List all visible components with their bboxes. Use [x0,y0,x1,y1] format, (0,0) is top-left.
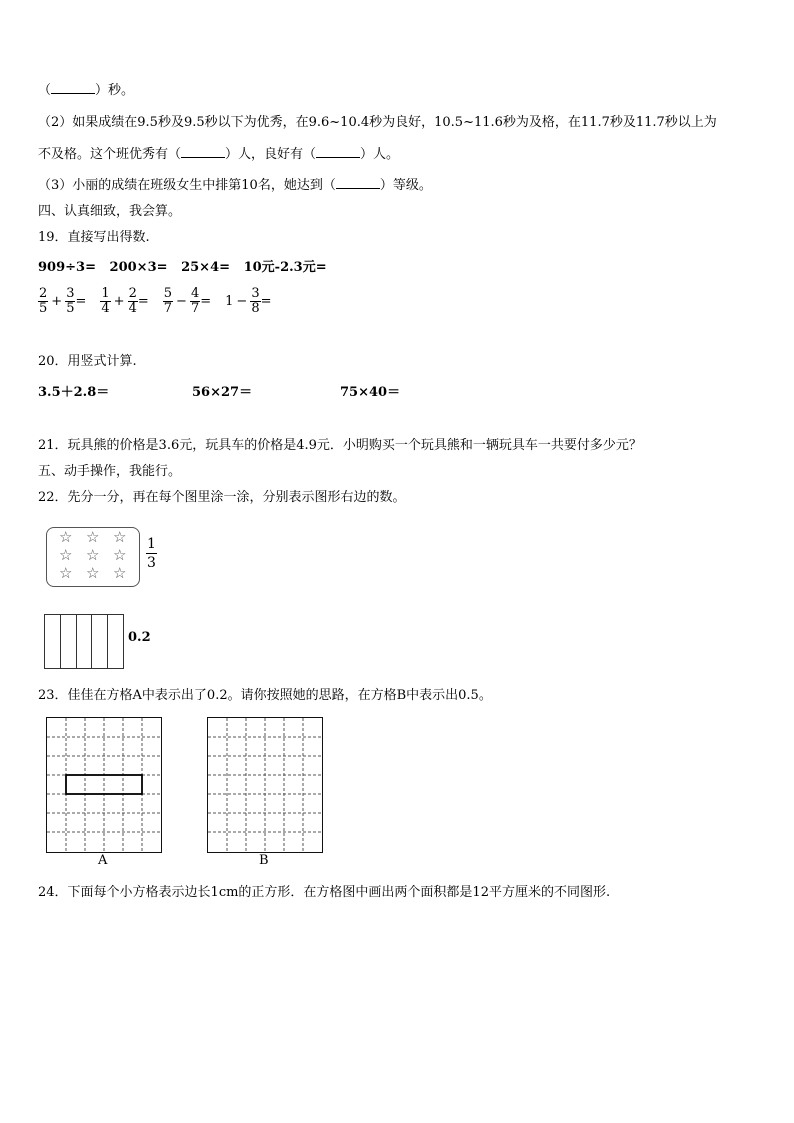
grid-a [46,717,162,853]
q18-line-a: （ ）秒。 [38,83,135,98]
section-five-title: 五、动手操作，我能行。 [38,464,182,479]
grid-b-lines [208,718,322,852]
grid-a-label: A [98,853,108,868]
fraction-expression-1: $\frac{2}{5}$ + $\frac{3}{5}$ = [39,286,87,316]
answer-blank[interactable] [51,81,95,94]
star-icon: ☆ [86,546,100,564]
star-icon: ☆ [113,546,127,564]
q20-item-1: 3.5＋2.8＝ [38,385,110,400]
star-icon: ☆ [59,528,73,546]
q20-title: 20．用竖式计算. [38,354,137,369]
column-cell[interactable] [61,615,77,668]
q19-fraction-row [38,287,272,316]
fraction-expression-4: 1 − $\frac{3}{8}$ = [225,286,272,316]
column-cell[interactable] [45,615,61,668]
answer-blank[interactable] [181,145,225,158]
decimal-label: 0.2 [128,630,151,645]
grid-b[interactable] [207,717,323,853]
q21-text: 21．玩具熊的价格是3.6元，玩具车的价格是4.9元．小明购买一个玩具熊和一辆玩具车一共要付多少元？ [38,438,642,453]
column-cell[interactable] [92,615,108,668]
column-cell[interactable] [108,615,123,668]
star-icon: ☆ [113,528,127,546]
q20-item-2: 56×27＝ [192,385,253,400]
fraction-one-third: $\frac{1}{3}$ [147,536,156,571]
q23-text: 23．佳佳在方格A中表示出了0.2。请你按照她的思路，在方格B中表示出0.5。 [38,688,492,703]
star-icon: ☆ [59,564,73,582]
fraction-expression-2: $\frac{1}{4}$ + $\frac{2}{4}$ = [101,286,149,316]
q22-text: 22．先分一分，再在每个图里涂一涂，分别表示图形右边的数。 [38,490,406,505]
star-icon: ☆ [59,546,73,564]
q18-line-c: 不及格。这个班优秀有（ ）人，良好有（ ）人。 [38,147,400,162]
q19-title: 19．直接写出得数. [38,230,150,245]
q18-line-b: （2）如果成绩在9.5秒及9.5秒以下为优秀，在9.6~10.4秒为良好，10.5~11.6秒为及格，在11.7秒及11.7秒以上为 [38,115,717,130]
grid-a-lines [47,718,161,852]
star-group-figure[interactable] [46,527,140,587]
star-icon: ☆ [86,528,100,546]
q19-row-1: 909÷3= 200×3= 25×4= 10元-2.3元= [38,260,327,275]
q20-item-3: 75×40＝ [340,385,401,400]
q24-text: 24．下面每个小方格表示边长1cm的正方形．在方格图中画出两个面积都是12平方厘米的不同图形. [38,885,611,900]
fraction-expression-3: $\frac{5}{7}$ − $\frac{4}{7}$ = [163,286,212,316]
column-cell[interactable] [77,615,93,668]
star-icon: ☆ [86,564,100,582]
answer-blank[interactable] [336,176,380,189]
q18-line-d: （3）小丽的成绩在班级女生中排第10名，她达到（ ）等级。 [38,178,432,193]
section-four-title: 四、认真细致，我会算。 [38,204,182,219]
grid-b-label: B [259,853,269,868]
five-column-rectangle[interactable] [44,614,124,669]
answer-blank[interactable] [316,145,360,158]
star-icon: ☆ [113,564,127,582]
